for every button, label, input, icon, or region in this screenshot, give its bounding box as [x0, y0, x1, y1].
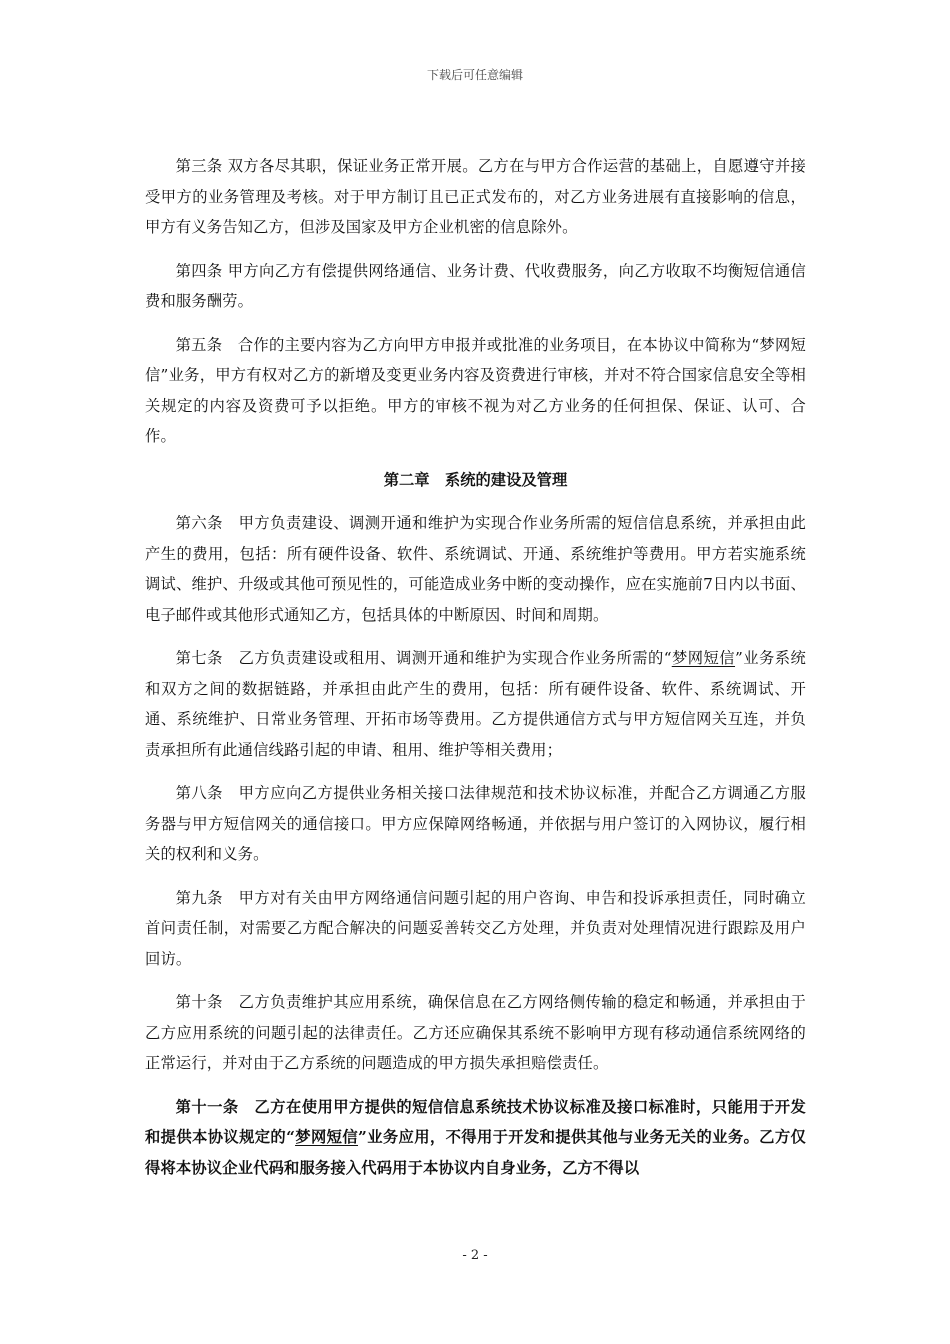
- article-4: 第四条 甲方向乙方有偿提供网络通信、业务计费、代收费服务，向乙方收取不均衡短信通信费和服务酬劳。: [145, 261, 806, 310]
- article-5: 第五条 合作的主要内容为乙方向甲方申报并或批准的业务项目，在本协议中简称为“梦网短信”业务，甲方有权对乙方的新增及变更业务内容及资费进行审核，并对不符合国家信息安全等相关规定的内容及资费可予以拒绝。甲方的审核不视为对乙方业务的任何担保、保证、认可、合作。: [145, 335, 806, 445]
- page-number: - 2 -: [462, 1248, 488, 1263]
- article-7: [145, 643, 806, 765]
- article-11-text-end: ”业务应用，不得用于开发和提供其他与业务无关的业务。乙方仅得将本协议企业代码和服务接入代码用于本协议内自身业务，乙方不得以: [145, 1128, 806, 1177]
- page-header: 下载后可任意编辑: [426, 68, 523, 82]
- article-11-underlined-term: 梦网短信: [295, 1128, 359, 1146]
- article-7-text-start: 第七条 乙方负责建设或租用、调测开通和维护为实现合作业务所需的“: [175, 649, 672, 667]
- article-11: [145, 1092, 806, 1184]
- article-8: 第八条 甲方应向乙方提供业务相关接口法律规范和技术协议标准，并配合乙方调通乙方服务器与甲方短信网关的通信接口。甲方应保障网络畅通，并依据与用户签订的入网协议，履行相关的权利和义务。: [145, 784, 806, 863]
- article-9: 第九条 甲方对有关由甲方网络通信问题引起的用户咨询、申告和投诉承担责任，同时确立首问责任制，对需要乙方配合解决的问题妥善转交乙方处理，并负责对处理情况进行跟踪及用户回访。: [145, 888, 806, 968]
- article-10: 第十条 乙方负责维护其应用系统，确保信息在乙方网络侧传输的稳定和畅通，并承担由于乙方应用系统的问题引起的法律责任。乙方还应确保其系统不影响甲方现有移动通信系统网络的正常运行，并对由于乙方系统的问题造成的甲方损失承担赔偿责任。: [145, 993, 806, 1072]
- article-7-text-end: ”业务系统和双方之间的数据链路，并承担由此产生的费用，包括：所有硬件设备、软件、系统调试、开通、系统维护、日常业务管理、开拓市场等费用。乙方提供通信方式与甲方短信网关互连，并负责承担所有此通信线路引起的申请、租用、维护等相关费用；: [145, 649, 806, 759]
- article-6: 第六条 甲方负责建设、调测开通和维护为实现合作业务所需的短信信息系统，并承担由此产生的费用，包括：所有硬件设备、软件、系统调试、开通、系统维护等费用。甲方若实施系统调试、维护、升级或其他可预见性的，可能造成业务中断的变动操作，应在实施前7日内以书面、电子邮件或其他形式通知乙方，包括具体的中断原因、时间和周期。: [145, 514, 806, 624]
- document-body: [145, 151, 806, 1196]
- article-7-underlined-term: 梦网短信: [671, 649, 736, 667]
- chapter-2-title: 第二章 系统的建设及管理: [383, 470, 568, 489]
- article-11-text-start: 第十一条 乙方在使用甲方提供的短信信息系统技术协议标准及接口标准时，只能用于开发和提供本协议规定的“: [145, 1097, 806, 1146]
- article-3: 第三条 双方各尽其职，保证业务正常开展。乙方在与甲方合作运营的基础上，自愿遵守并接受甲方的业务管理及考核。对于甲方制订且已正式发布的，对乙方业务进展有直接影响的信息，甲方有义务告知乙方，但涉及国家及甲方企业机密的信息除外。: [145, 157, 806, 236]
